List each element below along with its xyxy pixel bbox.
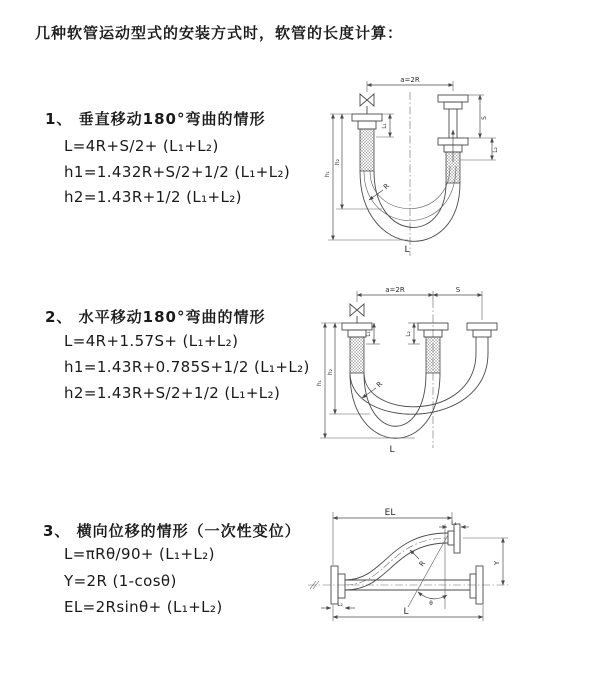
span-label: a=2R — [385, 286, 405, 294]
el-dimension — [333, 508, 452, 565]
section-3-formula-Y: Y=2R (1-cosθ) — [64, 572, 177, 590]
section-3-formula-L: L=πRθ/90+ (L₁+L₂) — [64, 545, 215, 563]
l1-dimension — [366, 323, 380, 344]
section-3-heading: 3、 横向位移的情形（一次性变位） — [43, 522, 301, 540]
hose-curves — [350, 353, 488, 438]
l2-label: L₂ — [406, 331, 412, 337]
span-label: a=2R — [400, 76, 420, 84]
l2-label: L₂ — [337, 602, 343, 608]
left-flange-and-hose — [352, 114, 382, 171]
h2-label: h₂ — [328, 369, 334, 375]
page-title: 几种软管运动型式的安装方式时，软管的长度计算： — [35, 24, 404, 42]
section-1-formula-L: L=4R+S/2+ (L₁+L₂) — [64, 137, 219, 155]
l1-dimension — [439, 521, 469, 527]
h1-label: h₁ — [325, 171, 331, 177]
section-1-heading: 1、 垂直移动180°弯曲的情形 — [45, 110, 266, 128]
l1-label: L₁ — [366, 331, 372, 337]
valve-icon — [360, 94, 374, 114]
displaced-hose — [345, 533, 448, 590]
h1-label: h₁ — [317, 380, 323, 386]
theta-label: θ — [429, 601, 433, 607]
section-2-formula-L: L=4R+1.57S+ (L₁+L₂) — [64, 332, 239, 350]
angle-construction — [408, 524, 448, 609]
shift-label: S — [455, 286, 461, 294]
right-flange-and-pipe — [467, 323, 497, 353]
stroke-label: S — [482, 116, 488, 120]
radius-label: R — [417, 559, 428, 569]
length-dimension — [333, 605, 483, 621]
left-flange-and-hose — [342, 323, 372, 373]
section-2-heading: 2、 水平移动180°弯曲的情形 — [45, 308, 266, 326]
radius-label: R — [382, 182, 392, 192]
height-dimensions — [317, 323, 415, 438]
radius-label: R — [375, 380, 385, 390]
el-label: EL — [384, 508, 396, 518]
section-1-formula-h2: h2=1.43R+1/2 (L₁+L₂) — [64, 188, 242, 206]
l2-dimension — [460, 138, 499, 160]
top-span-dimension — [367, 76, 453, 92]
radius-annotation — [410, 550, 427, 568]
diagram-horizontal-180-bend — [310, 280, 600, 462]
section-2-formula-h2: h2=1.43R+S/2+1/2 (L₁+L₂) — [64, 384, 281, 402]
length-label: L — [389, 445, 395, 455]
y-label: Y — [493, 560, 501, 566]
top-dimensions — [357, 286, 482, 320]
section-3-formula-EL: EL=2Rsinθ+ (L₁+L₂) — [64, 598, 223, 616]
diagram-vertical-180-bend — [320, 70, 586, 268]
l2-dimension — [321, 602, 355, 608]
upper-right-flange — [448, 524, 460, 553]
length-label: L — [404, 245, 410, 255]
l2-label: L₂ — [493, 147, 499, 153]
l1-label: L₁ — [451, 521, 457, 527]
section-1-formula-h1: h1=1.432R+S/2+1/2 (L₁+L₂) — [64, 163, 291, 181]
l1-label: L₁ — [382, 123, 388, 129]
right-pipe-and-flanges — [438, 95, 468, 183]
stroke-s-dimension — [468, 95, 496, 138]
valve-icon — [350, 304, 364, 323]
diagram-lateral-displacement — [300, 505, 595, 643]
section-2-formula-h1: h1=1.43R+0.785S+1/2 (L₁+L₂) — [64, 358, 310, 376]
l1-dimension — [376, 114, 394, 137]
h2-label: h₂ — [335, 159, 341, 165]
length-label: L — [403, 607, 409, 617]
